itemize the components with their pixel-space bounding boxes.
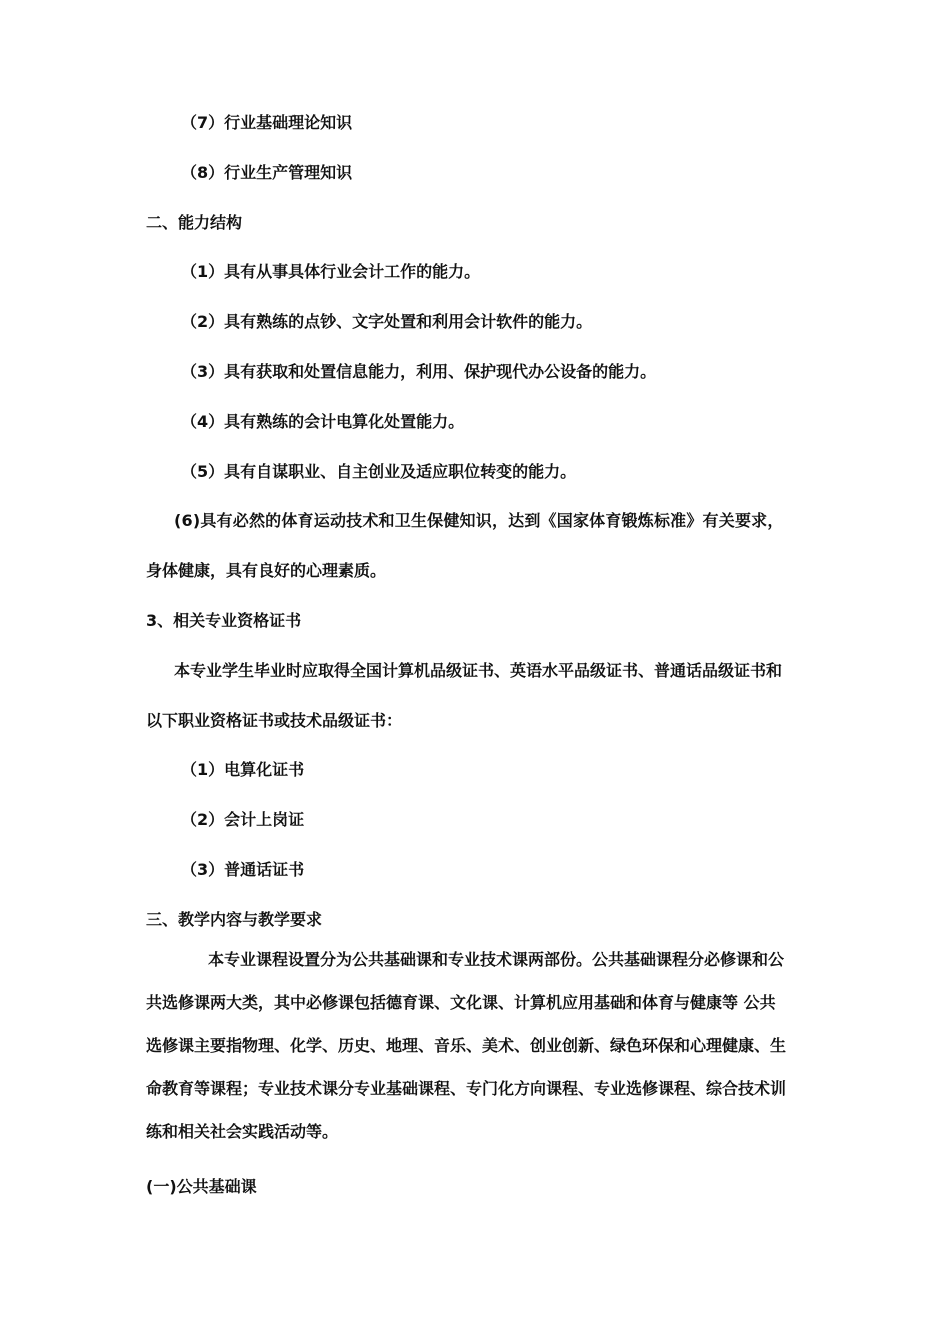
teaching-paragraph-line-3: 选修课主要指物理、化学、历史、地理、音乐、美术、创业创新、绿色环保和心理健康、生 [146,1036,787,1055]
ability-item-6-line-1: (6)具有必然的体育运动技术和卫生保健知识，达到《国家体育锻炼标准》有关要求， [174,511,784,530]
cert-item-3: （3）普通话证书 [181,860,305,879]
knowledge-item-8: （8）行业生产管理知识 [181,163,353,182]
ability-item-2: （2）具有熟练的点钞、文字处置和利用会计软件的能力。 [181,312,593,331]
ability-item-4: （4）具有熟练的会计电算化处置能力。 [181,412,465,431]
cert-item-1: （1）电算化证书 [181,760,305,779]
teaching-paragraph-line-4: 命教育等课程；专业技术课分专业基础课程、专门化方向课程、专业选修课程、综合技术训 [146,1079,787,1098]
teaching-paragraph-line-1: 本专业课程设置分为公共基础课和专业技术课两部份。公共基础课程分必修课和公 [208,950,785,969]
section-heading-ability: 二、能力结构 [146,213,243,232]
cert-paragraph-line-2: 以下职业资格证书或技术品级证书： [146,711,403,730]
ability-item-6-line-2: 身体健康，具有良好的心理素质。 [146,561,387,580]
subheading-public-basic-courses: (一)公共基础课 [146,1177,257,1196]
knowledge-item-7: （7）行业基础理论知识 [181,113,353,132]
section-heading-certificates: 3、相关专业资格证书 [146,611,302,630]
ability-item-5: （5）具有自谋职业、自主创业及适应职位转变的能力。 [181,462,577,481]
teaching-paragraph-line-2: 共选修课两大类，其中必修课包括德育课、文化课、计算机应用基础和体育与健康等 公共 [146,993,776,1012]
ability-item-1: （1）具有从事具体行业会计工作的能力。 [181,262,481,281]
cert-paragraph-line-1: 本专业学生毕业时应取得全国计算机品级证书、英语水平品级证书、普通话品级证书和 [174,661,783,680]
section-heading-teaching: 三、教学内容与教学要求 [146,910,323,929]
ability-item-3: （3）具有获取和处置信息能力，利用、保护现代办公设备的能力。 [181,362,657,381]
teaching-paragraph-line-5: 练和相关社会实践活动等。 [146,1122,339,1141]
cert-item-2: （2）会计上岗证 [181,810,305,829]
